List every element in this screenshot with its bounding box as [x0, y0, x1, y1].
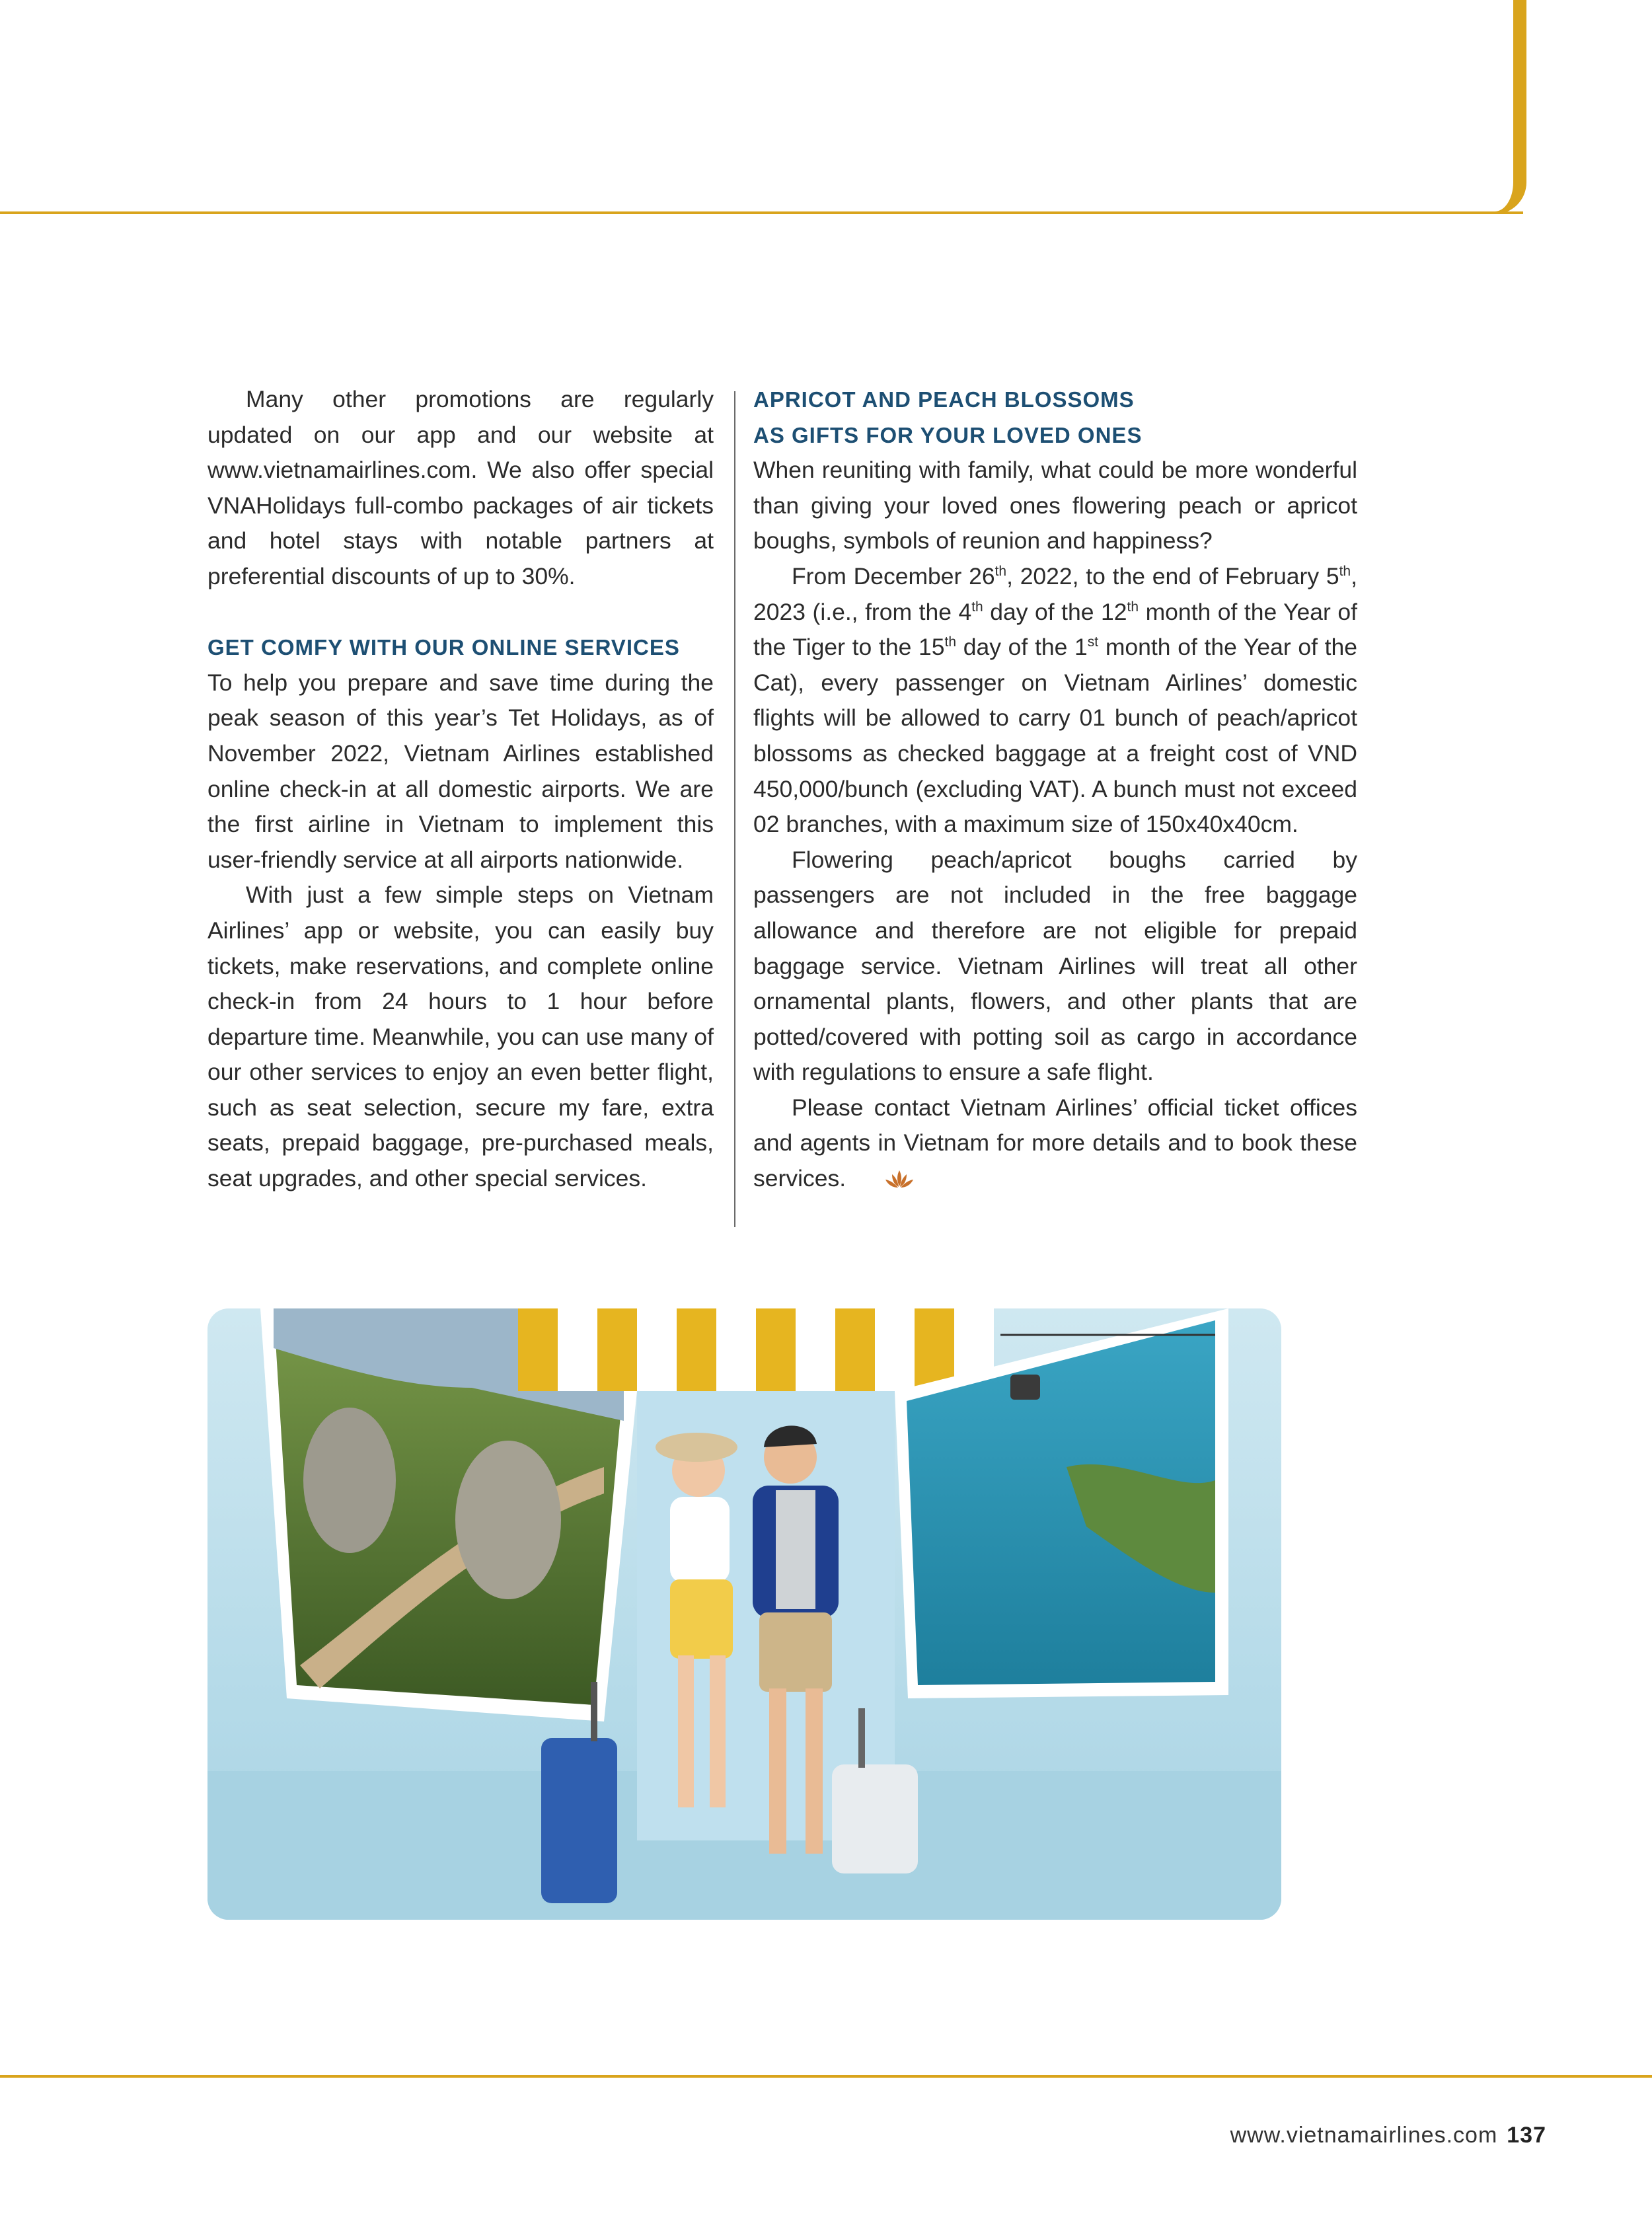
heading-online-services: GET COMFY WITH OUR ONLINE SERVICES	[207, 635, 680, 660]
paragraph-dates: From December 26th, 2022, to the end of February 5th, 2023 (i.e., from the 4th day of the 12th month of the Year of the Tiger to the 15th day of the 1st month of the Year of the Cat), every passenger on Vietnam Airlines’ domestic flights will be allowed to carry 01 bunch of peach/apricot blossoms as checked baggage at a freight cost of VND 450,000/bunch (excluding VAT). A bunch must not exceed 02 branches, with a maximum size of 150x40x40cm.	[753, 562, 1358, 838]
page-footer	[1230, 2123, 1546, 2148]
paragraph-gap	[207, 595, 714, 630]
heading-blossoms-line1: APRICOT AND PEACH BLOSSOMS	[753, 387, 1135, 412]
paragraph-contact: Please contact Vietnam Airlines’ official ticket offices and agents in Vietnam for more details and to book these services.	[753, 1090, 1357, 1199]
paragraph-simple-steps: With just a few simple steps on Vietnam Airlines’ app or website, you can easily buy tickets, make reservations, and complete online check-in from 24 hours to 1 hour before departure time. Meanwhile, you can use many of our other services to enjoy an even better flight, such as seat selection, secure my fare, extra seats, prepaid baggage, pre-purchased meals, seat upgrades, and other special services.	[207, 882, 714, 1192]
right-column	[753, 382, 1357, 1199]
column-divider	[734, 391, 735, 1227]
paragraph-promotions: Many other promotions are regularly updated on our app and our website at www.vietnamairlines.com. We also offer special VNAHolidays full-combo packages of air tickets and hotel stays with notable partners at preferential discounts of up to 30%.	[207, 386, 714, 589]
page-number: 137	[1507, 2123, 1546, 2148]
left-column	[207, 382, 714, 1197]
paragraph-online-checkin: To help you prepare and save time during the peak season of this year’s Tet Holidays, as of November 2022, Vietnam Airlines established online check-in at all domestic airports. We are the first airline in Vietnam to implement this user-friendly service at all airports nationwide.	[207, 669, 714, 873]
bottom-rule	[0, 2075, 1652, 2078]
paragraph-baggage: Flowering peach/apricot boughs carried by passengers are not included in the free baggage allowance and therefore are not eligible for prepaid baggage service. Vietnam Airlines will treat all other ornamental plants, flowers, and other plants that are potted/covered with potting soil as cargo in accordance with regulations to ensure a safe flight.	[753, 846, 1357, 1086]
heading-blossoms-line2: AS GIFTS FOR YOUR LOVED ONES	[753, 422, 1143, 447]
travel-couple-photo	[207, 1308, 1281, 1920]
paragraph-reuniting: When reuniting with family, what could be more wonderful than giving your loved ones flowering peach or apricot boughs, symbols of reunion and happiness?	[753, 457, 1357, 554]
top-corner-frame	[1495, 0, 1526, 214]
lotus-icon	[846, 1164, 915, 1199]
footer-url: www.vietnamairlines.com	[1230, 2123, 1498, 2148]
top-rule	[0, 211, 1523, 214]
